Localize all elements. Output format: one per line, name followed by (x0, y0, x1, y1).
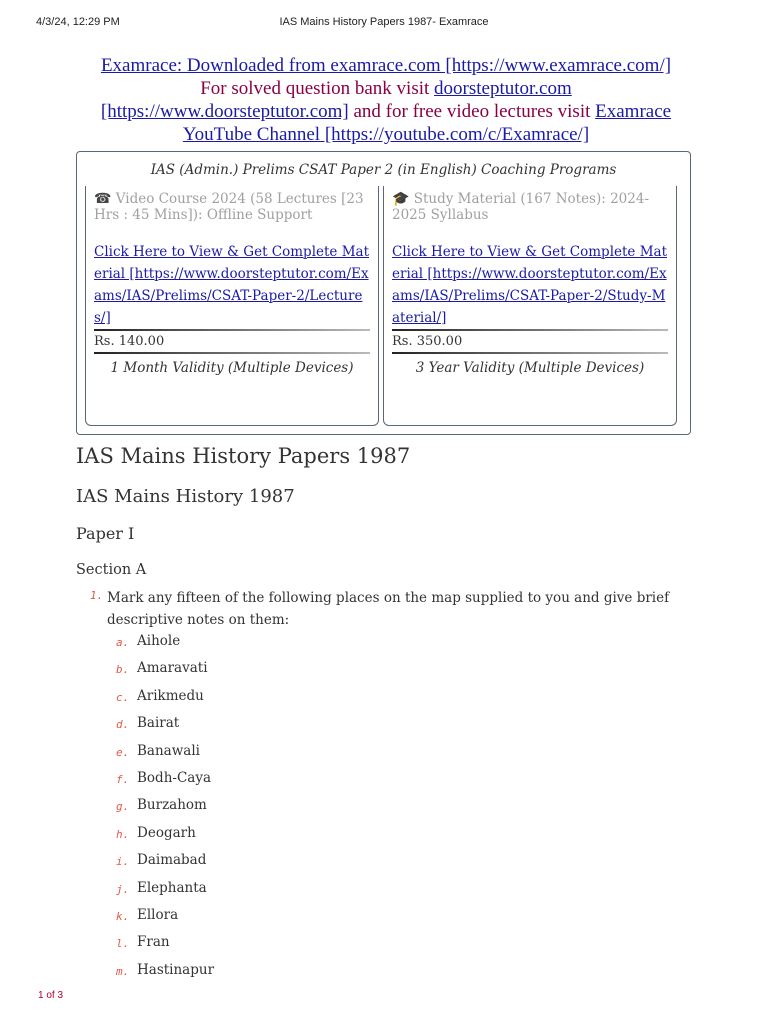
youtube-channel-link[interactable]: YouTube Channel [https://youtube.com/c/Examrace/] (182, 124, 590, 145)
place-name: Bairat (137, 715, 180, 732)
doorsteptutor-url-link[interactable]: [https://www.doorsteptutor.com] (100, 101, 349, 122)
place-name: Ellora (137, 906, 179, 923)
card-validity: 3 Year Validity (Multiple Devices) (415, 360, 645, 376)
list-letter: i. (116, 855, 130, 869)
study-material-link[interactable]: Click Here to View & Get Complete Material [https://www.doorsteptutor.com/Exams/IAS/Prelims/CSAT-Paper-2/Study-Material/] (392, 244, 668, 326)
place-name: Hastinapur (137, 961, 215, 978)
print-header (0, 16, 768, 32)
list-letter: l. (116, 937, 130, 951)
place-name: Daimabad (137, 852, 207, 869)
list-letter: a. (116, 636, 130, 649)
card-heading-text: Video Course 2024 (58 Lectures [23 Hrs : 45 Mins]): Offline Support (94, 191, 364, 223)
coaching-programs-box (76, 151, 691, 435)
question-number: 1. (90, 589, 104, 602)
list-letter: m. (116, 964, 130, 978)
question-text: Mark any fifteen of the following places on the map supplied to you and give brief descriptive notes on them: (107, 590, 670, 628)
examrace-link[interactable]: Examrace: Downloaded from examrace.com [https://www.examrace.com/] (100, 55, 672, 76)
list-letter: k. (116, 909, 130, 923)
list-letter: d. (116, 718, 130, 732)
examrace-youtube-link[interactable]: Examrace (595, 101, 672, 122)
place-name: Banawali (137, 742, 200, 759)
place-name: Arikmedu (137, 687, 204, 704)
place-name: Deogarh (137, 824, 196, 841)
print-timestamp: 4/3/24, 12:29 PM (36, 16, 120, 28)
card-validity: 1 Month Validity (Multiple Devices) (110, 360, 354, 376)
banner-text: and for free video lectures visit (348, 101, 596, 122)
list-letter: e. (116, 745, 130, 759)
video-course-card (85, 186, 379, 426)
graduation-cap-icon: 🎓 (392, 191, 410, 207)
list-letter: f. (116, 772, 130, 786)
video-course-link[interactable]: Click Here to View & Get Complete Material [https://www.doorsteptutor.com/Exams/IAS/Prelims/CSAT-Paper-2/Lectures/] (94, 244, 370, 326)
divider (392, 352, 668, 354)
coaching-programs-title: IAS (Admin.) Prelims CSAT Paper 2 (in English) Coaching Programs (150, 162, 617, 178)
video-course-icon: ☎ (94, 191, 112, 207)
question-item (90, 587, 680, 631)
card-price: Rs. 140.00 (94, 334, 165, 349)
place-name: Bodh-Caya (137, 769, 211, 786)
card-heading (392, 191, 668, 223)
page-title: IAS Mains History Papers 1987 (76, 444, 411, 468)
list-letter: g. (116, 800, 130, 814)
section-a-heading: Section A (76, 562, 147, 578)
place-name: Aihole (137, 633, 181, 649)
source-banner (80, 54, 692, 146)
card-heading-text: Study Material (167 Notes): 2024-2025 Syllabus (392, 191, 650, 223)
page-number: 1 of 3 (38, 990, 64, 1001)
study-material-card (383, 186, 677, 426)
divider (94, 352, 370, 354)
print-document-title: IAS Mains History Papers 1987- Examrace (279, 16, 489, 28)
list-letter: b. (116, 663, 130, 677)
list-letter: j. (116, 882, 130, 896)
place-name: Elephanta (137, 879, 207, 896)
place-name: Amaravati (137, 660, 208, 677)
place-name: Fran (137, 934, 170, 951)
list-letter: c. (116, 690, 130, 704)
card-price: Rs. 350.00 (392, 334, 463, 349)
doorsteptutor-link[interactable]: doorsteptutor.com (434, 78, 572, 99)
list-letter: h. (116, 827, 130, 841)
banner-text: For solved question bank visit (200, 78, 435, 99)
place-name: Burzahom (137, 797, 207, 814)
card-heading (94, 191, 370, 223)
paper-heading: Paper I (76, 524, 135, 543)
section-heading: IAS Mains History 1987 (76, 486, 295, 507)
